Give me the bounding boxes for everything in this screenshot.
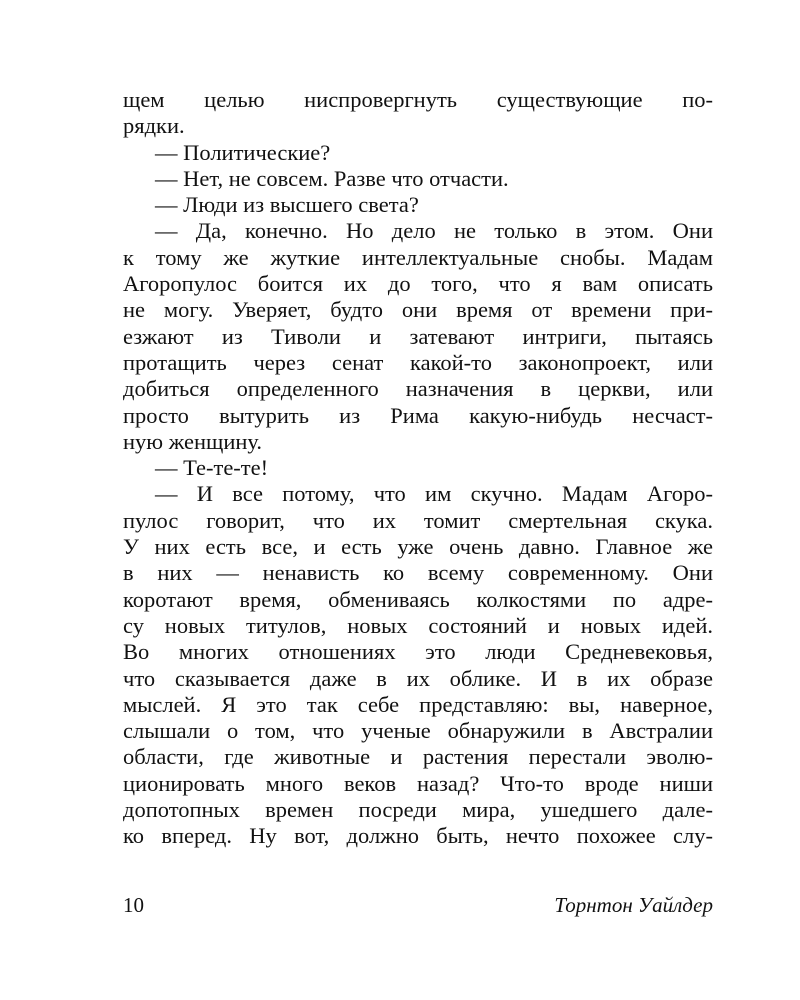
text-line: су новых титулов, новых состояний и новых идей.: [123, 612, 713, 638]
running-author: Торнтон Уайлдер: [554, 893, 713, 917]
text-line: — Политические?: [155, 139, 331, 165]
text-line: рядки.: [123, 113, 185, 139]
text-line: что сказывается даже в их облике. И в их образе: [123, 665, 713, 691]
text-line: ную женщину.: [123, 428, 263, 454]
text-line: области, где животные и растения перестали эволю-: [123, 744, 713, 770]
text-line: добиться определенного назначения в церкви, или: [123, 376, 713, 402]
text-line: мыслей. Я это так себе представляю: вы, наверное,: [123, 691, 713, 717]
text-line: ко вперед. Ну вот, должно быть, нечто похожее слу-: [123, 823, 713, 849]
text-line: щем целью ниспровергнуть существующие по-: [123, 87, 713, 112]
text-line: У них есть все, и есть уже очень давно. Главное же: [123, 534, 713, 560]
text-line: пулос говорит, что их томит смертельная скука.: [123, 507, 713, 533]
text-line: — И все потому, что им скучно. Мадам Агоро-: [155, 481, 713, 507]
text-line: — Те-те-те!: [155, 455, 269, 481]
text-line: просто вытурить из Рима какую-нибудь несчаст-: [123, 402, 713, 428]
page-footer: [123, 890, 713, 920]
page-number: 10: [123, 893, 144, 917]
text-line: — Да, конечно. Но дело не только в этом. Они: [155, 218, 713, 244]
text-line: Агоропулос боится их до того, что я вам описать: [123, 271, 713, 297]
text-line: ционировать много веков назад? Что-то вроде ниши: [123, 770, 713, 796]
body-text: [123, 87, 713, 850]
text-line: коротают время, обмениваясь колкостями по адре-: [123, 586, 713, 612]
text-line: в них — ненависть ко всему современному. Они: [123, 560, 713, 586]
text-line: допотопных времен посреди мира, ушедшего дале-: [123, 797, 713, 823]
text-line: к тому же жуткие интеллектуальные снобы. Мадам: [123, 244, 713, 270]
text-line: протащить через сенат какой-то законопроект, или: [123, 349, 713, 375]
text-line: слышали о том, что ученые обнаружили в Австралии: [123, 718, 713, 744]
text-line: не могу. Уверяет, будто они время от времени при-: [123, 297, 713, 323]
text-line: — Нет, не совсем. Разве что отчасти.: [155, 165, 509, 191]
text-line: Во многих отношениях это люди Средневековья,: [123, 639, 713, 665]
text-line: — Люди из высшего света?: [155, 192, 419, 218]
text-line: езжают из Тиволи и затевают интриги, пытаясь: [123, 323, 713, 349]
